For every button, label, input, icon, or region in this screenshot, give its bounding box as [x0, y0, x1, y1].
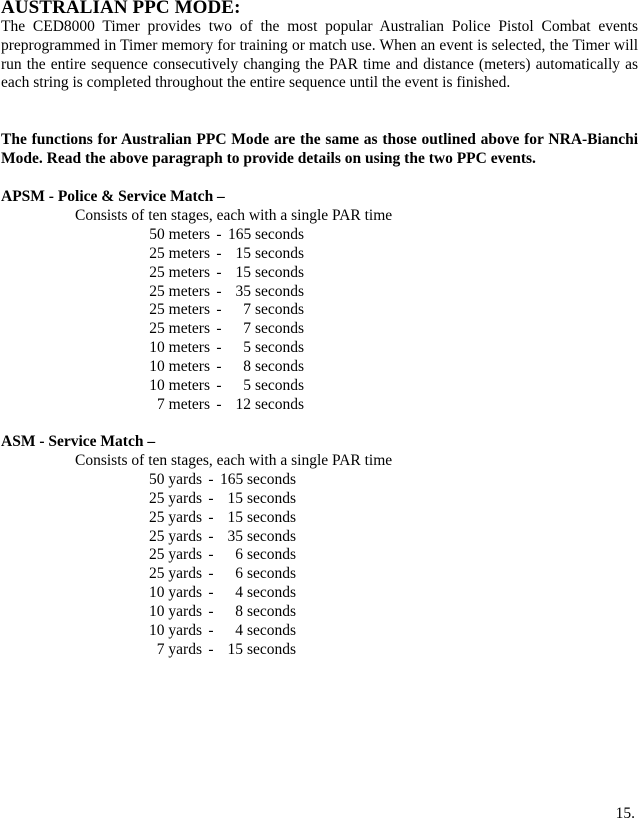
- stage-time-unit: seconds: [247, 489, 297, 507]
- apsm-stage-row: [149, 283, 304, 302]
- stage-par-time: 12: [235, 395, 251, 413]
- apsm-stage-row: [149, 396, 304, 415]
- stage-time-unit: seconds: [247, 527, 297, 545]
- apsm-stage-row: [149, 264, 304, 283]
- stage-par-time: 35: [227, 527, 243, 545]
- asm-stage-list: [149, 471, 296, 659]
- stage-par-time: 15: [235, 263, 251, 281]
- page-number: 15.: [615, 805, 635, 822]
- stage-separator: -: [208, 602, 214, 620]
- stage-time-unit: seconds: [255, 244, 305, 262]
- stage-time-unit: seconds: [247, 565, 297, 583]
- stage-separator: -: [208, 584, 214, 602]
- asm-stage-row: [149, 565, 296, 584]
- stage-time-unit: seconds: [255, 226, 305, 243]
- stage-distance: 25 yards: [149, 508, 202, 526]
- apsm-stage-row: [149, 358, 304, 377]
- stage-par-time: 15: [227, 489, 243, 507]
- stage-separator: -: [216, 244, 222, 262]
- stage-separator: -: [216, 301, 222, 319]
- stage-par-time: 15: [235, 244, 251, 262]
- stage-time-unit: seconds: [255, 357, 305, 375]
- stage-distance: 7 yards: [156, 640, 202, 658]
- stage-distance: 25 yards: [149, 546, 202, 564]
- stage-separator: -: [216, 263, 222, 281]
- stage-par-time: 15: [227, 508, 243, 526]
- asm-stage-row: [149, 641, 296, 660]
- stage-time-unit: seconds: [255, 301, 305, 319]
- stage-distance: 25 meters: [149, 282, 210, 300]
- asm-description: Consists of ten stages, each with a single PAR time: [75, 452, 393, 469]
- asm-stage-row: [149, 528, 296, 547]
- apsm-stage-row: [149, 339, 304, 358]
- stage-par-time: 8: [235, 602, 243, 620]
- stage-separator: -: [216, 395, 222, 413]
- stage-time-unit: seconds: [255, 376, 305, 394]
- asm-stage-row: [149, 622, 296, 641]
- stage-par-time: 4: [235, 584, 243, 602]
- stage-distance: 25 yards: [149, 489, 202, 507]
- stage-separator: -: [208, 621, 214, 639]
- stage-distance: 10 meters: [149, 339, 210, 357]
- asm-stage-row: [149, 584, 296, 603]
- stage-separator: -: [208, 489, 214, 507]
- apsm-heading: APSM - Police & Service Match –: [1, 188, 225, 205]
- apsm-stage-row: [149, 245, 304, 264]
- stage-separator: -: [216, 226, 222, 243]
- stage-time-unit: seconds: [255, 320, 305, 338]
- stage-separator: -: [216, 339, 222, 357]
- page-title: AUSTRALIAN PPC MODE:: [1, 0, 241, 18]
- stage-separator: -: [208, 527, 214, 545]
- stage-distance: 10 meters: [149, 357, 210, 375]
- stage-par-time: 7: [243, 320, 251, 338]
- stage-distance: 10 yards: [149, 584, 202, 602]
- stage-distance: 7 meters: [157, 395, 210, 413]
- asm-stage-row: [149, 603, 296, 622]
- stage-distance: 25 meters: [149, 263, 210, 281]
- stage-distance: 50 meters: [149, 226, 210, 243]
- asm-stage-row: [149, 471, 296, 490]
- stage-distance: 25 yards: [149, 527, 202, 545]
- stage-par-time: 5: [243, 339, 251, 357]
- stage-time-unit: seconds: [255, 339, 305, 357]
- stage-separator: -: [216, 357, 222, 375]
- stage-distance: 25 meters: [149, 320, 210, 338]
- apsm-description: Consists of ten stages, each with a single PAR time: [75, 207, 393, 224]
- stage-time-unit: seconds: [255, 263, 305, 281]
- stage-separator: -: [208, 640, 214, 658]
- apsm-stage-list: [149, 226, 304, 414]
- stage-par-time: 165: [228, 226, 252, 243]
- stage-time-unit: seconds: [247, 508, 297, 526]
- stage-time-unit: seconds: [247, 640, 297, 658]
- stage-time-unit: seconds: [255, 282, 305, 300]
- asm-stage-row: [149, 546, 296, 565]
- stage-par-time: 15: [227, 640, 243, 658]
- stage-time-unit: seconds: [247, 602, 297, 620]
- stage-separator: -: [208, 546, 214, 564]
- apsm-stage-row: [149, 226, 304, 245]
- apsm-stage-row: [149, 301, 304, 320]
- stage-distance: 50 yards: [149, 471, 202, 488]
- stage-par-time: 4: [235, 621, 243, 639]
- stage-par-time: 5: [243, 376, 251, 394]
- stage-distance: 10 yards: [149, 602, 202, 620]
- stage-par-time: 6: [235, 565, 243, 583]
- stage-time-unit: seconds: [247, 621, 297, 639]
- stage-distance: 10 yards: [149, 621, 202, 639]
- stage-par-time: 35: [235, 282, 251, 300]
- stage-separator: -: [208, 508, 214, 526]
- asm-stage-row: [149, 490, 296, 509]
- stage-separator: -: [216, 320, 222, 338]
- stage-separator: -: [208, 565, 214, 583]
- stage-time-unit: seconds: [247, 584, 297, 602]
- stage-separator: -: [216, 376, 222, 394]
- stage-separator: -: [208, 471, 214, 488]
- asm-heading: ASM - Service Match –: [1, 433, 156, 450]
- intro-paragraph: The CED8000 Timer provides two of the most popular Australian Police Pistol Combat events preprogrammed in Timer memory for training or match use. When an event is selected, the Timer will run the entire sequence consecutively changing the PAR time and distance (meters) automatically as each string is completed throughout the entire sequence until the event is finished.: [1, 18, 638, 92]
- stage-time-unit: seconds: [247, 471, 297, 488]
- stage-par-time: 7: [243, 301, 251, 319]
- stage-par-time: 165: [220, 471, 244, 488]
- stage-distance: 25 meters: [149, 244, 210, 262]
- stage-distance: 10 meters: [149, 376, 210, 394]
- stage-distance: 25 meters: [149, 301, 210, 319]
- stage-distance: 25 yards: [149, 565, 202, 583]
- stage-time-unit: seconds: [255, 395, 305, 413]
- asm-stage-row: [149, 509, 296, 528]
- apsm-stage-row: [149, 320, 304, 339]
- stage-par-time: 6: [235, 546, 243, 564]
- bold-instruction-paragraph: The functions for Australian PPC Mode are the same as those outlined above for NRA-Bianchi Mode. Read the above paragraph to provide details on using the two PPC events.: [1, 131, 638, 167]
- stage-par-time: 8: [243, 357, 251, 375]
- apsm-stage-row: [149, 377, 304, 396]
- stage-separator: -: [216, 282, 222, 300]
- stage-time-unit: seconds: [247, 546, 297, 564]
